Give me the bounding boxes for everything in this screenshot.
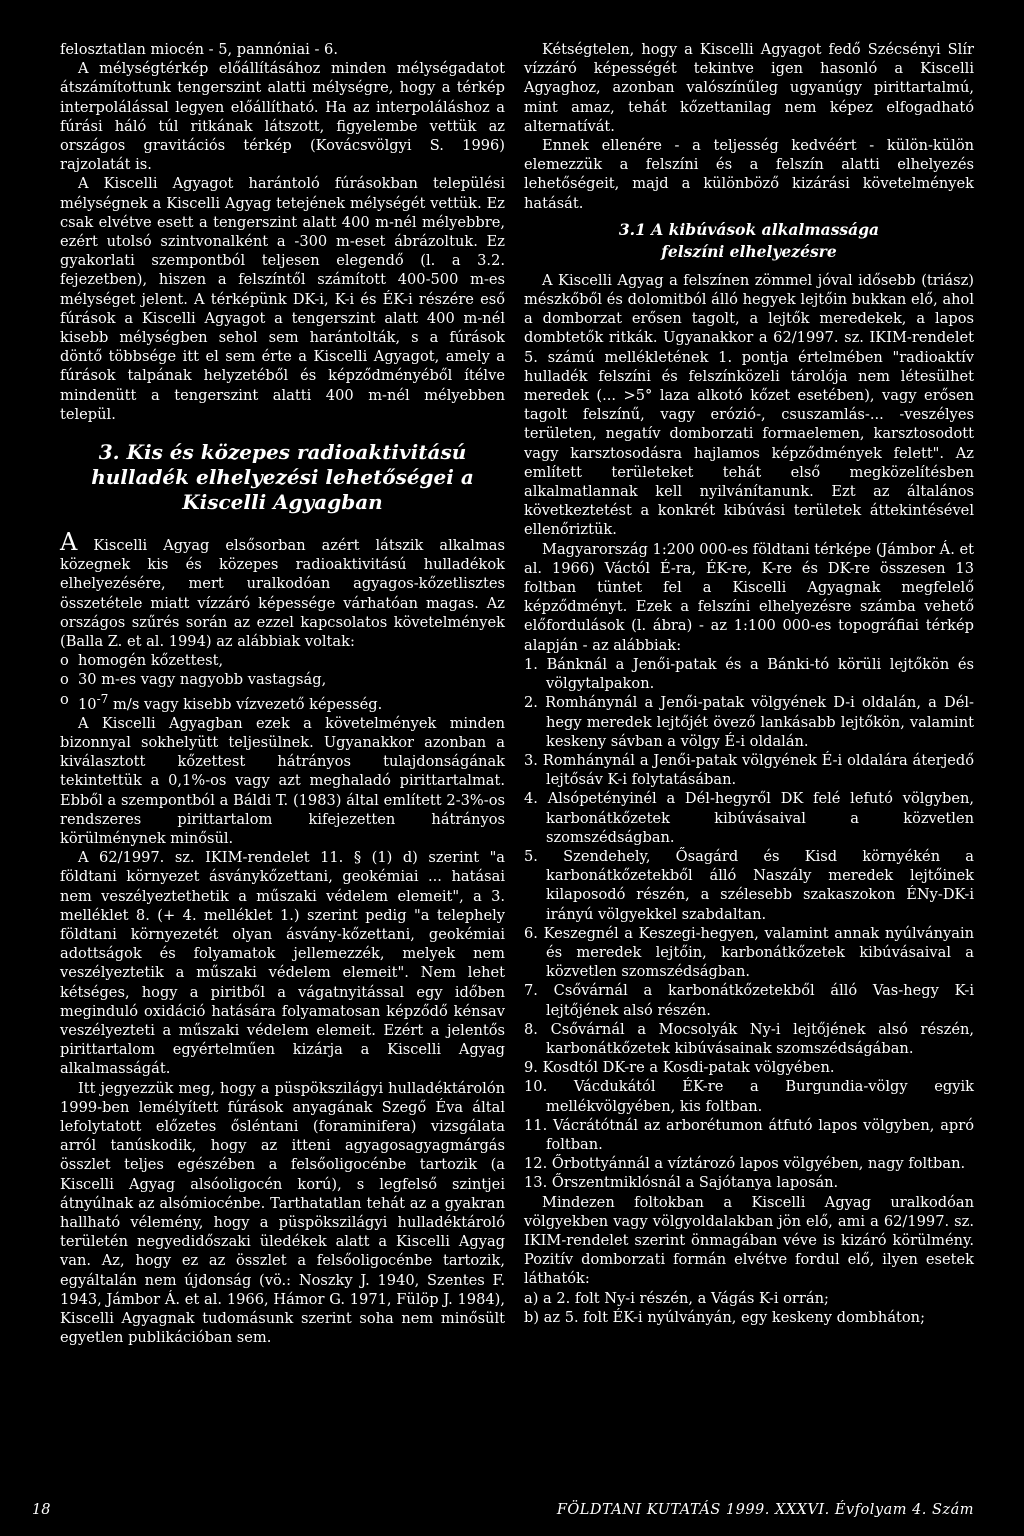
body-paragraph-1: A Kiscelli Agyagban ezek a követelmények minden bizonnyal sokhelyütt teljesülnek. Ugyanakkor azonban a kiválasztott kőzettest hátrányos tulajdonságának tekintettük a 0,1%-os vagy azt meghaladó pirittartalmat. Ebből a szempontból a Báldi T. (1983) által említett 2-3%-os rendszeres pirittartalom kifejezetten hátrányos körülménynek minősül. (60, 714, 505, 847)
locations-list (524, 655, 974, 1193)
list-item: 13. Őrszentmiklósnál a Sajótanya laposán. (524, 1174, 839, 1192)
list-item: 2. Romhánynál a Jenői-patak völgyének D-i oldalán, a Dél-hegy meredek lejtőjét övező lankásabb lejtőkön, valamint keskeny sávban a völgy É-i oldalán. (524, 694, 974, 750)
right-paragraph-2: Magyarország 1:200 000-es földtani térképe (Jámbor Á. et al. 1966) Váctól É-ra, ÉK-re, K-re és DK-re összesen 13 foltban tüntet fel a Kiscelli Agyagnak megfelelő képződményt. Ezek a felszíni elhelyezésre számba vehető előfordulások (l. ábra) - az 1:100 000-es topográfiai térkép alapján - az alábbiak: (524, 540, 974, 654)
list-item: 6. Keszegnél a Keszegi-hegyen, valamint annak nyúlványain és meredek lejtőin, karbonátkőzetek kibúvásaival a közvetlen szomszédságban. (524, 924, 975, 981)
case-a: a) a 2. folt Ny-i részén, a Vágás K-i orrán; (524, 1289, 829, 1307)
subsection-title-line-2: felszíni elhelyezésre (661, 241, 837, 261)
intro-paragraph-1: felosztatlan miocén - 5, pannóniai - 6. (60, 41, 338, 58)
case-b: b) az 5. folt ÉK-i nyúlványán, egy keskeny dombháton; (524, 1308, 925, 1326)
page-number: 18 (32, 1502, 51, 1518)
list-item: 9. Kosdtól DK-re a Kosdi-patak völgyében. (524, 1059, 835, 1077)
right-intro-paragraph-1: Kétségtelen, hogy a Kiscelli Agyagot fedő Szécsényi Slír vízzáró képességét tekintve igen hasonló a Kiscelli Agyaghoz, azonban valószínűleg ugyanúgy pirittartalmú, mint amaz, tehát kőzettanilag nem képez elfogadható alternatívát. (524, 41, 974, 135)
list-item: 8. Csővárnál a Mocsolyák Ny-i lejtőjének alsó részén, karbonátkőzetek kibúvásainak szomszédságában. (524, 1020, 974, 1057)
bullet-marker: o (60, 690, 69, 708)
list-item: 1. Bánknál a Jenői-patak és a Bánki-tó körüli lejtőkön és völgytalpakon. (524, 655, 975, 693)
intro-paragraph-2: A mélységtérkép előállításához minden mélységadatot átszámítottunk tengerszint alatti mélységre, hogy a térkép interpolálással legyen előállítható. Ha az interpoláláshoz a fúrási háló túl ritkának látszott, figyelembe vettük az országos gravitációs térkép (Kovácsvölgyi S. 1996) rajzolatát is. (60, 60, 505, 174)
list-item: 12. Őrbottyánnál a víztározó lapos völgyében, nagy foltban. (524, 1155, 966, 1173)
list-item: o homogén kőzettest, (60, 652, 224, 670)
bullet-marker: o (60, 671, 69, 689)
list-item: 7. Csővárnál a karbonátkőzetekből álló Vas-hegy K-i lejtőjének alsó részén. (524, 982, 975, 1019)
body-paragraph-2: A 62/1997. sz. IKIM-rendelet 11. § (1) d) szerint "a földtani környezet ásványkőzettani, geokémiai ... hatásai nem veszélyeztethetik a műszaki védelem elemeit", a 3. melléklet 8. (+ 4. melléklet 1.) szerint pedig "a telephely földtani környezetét olyan ásvány-kőzettani, geokémiai adottságok és folyamatok jellemezzék, melyek nem veszélyeztetik a műszaki védelem elemeit". Nem lehet kétséges, hogy a piritből a vágatnyitással egy időben meginduló oxidáció hatására folyamatosan képződő kénsav veszélyezteti a műszaki védelem elemeit. Ezért a jelentős pirittartalom egyértelműen kizárja a Kiscelli Agyag alkalmasságát. (60, 849, 505, 1078)
right-column (524, 40, 974, 1327)
list-item: 4. Alsópetényinél a Dél-hegyről DK felé lefutó völgyben, karbonátkőzetek kibúvásaival a közvetlen szomszédságban. (524, 790, 975, 846)
section-title: 3. Kis és közepes radioaktivitású hulladék elhelyezési lehetőségei a Kiscelli Agyagban (91, 440, 474, 515)
bullet-marker: o (60, 652, 69, 670)
list-item: 3. Romhánynál a Jenői-patak völgyének É-i oldalára áterjedő lejtősáv K-i folytatásában. (524, 751, 974, 789)
right-intro-paragraph-2: Ennek ellenére - a teljesség kedvéért - külön-külön elemezzük a felszíni és a felszín alatti elhelyezés lehetőségeit, majd a különböző kizárási követelmények hatását. (524, 137, 974, 212)
list-item: 10. Vácdukától ÉK-re a Burgundia-völgy egyik mellékvölgyében, kis foltban. (524, 1078, 975, 1115)
journal-footer: FÖLDTANI KUTATÁS 1999. XXXVI. Évfolyam 4. Szám (556, 1502, 974, 1518)
right-paragraph-1: A Kiscelli Agyag a felszínen zömmel jóval idősebb (triász) mészkőből és dolomitból álló hegyek lejtőin bukkan elő, ahol a domborzat erősen tagolt, a lejtők meredekek, a lapos dombtetők ritkák. Ugyanakkor a 62/1997. sz. IKIM-rendelet 5. számú mellékletének 1. pontja értelmében "radioaktív hulladék felszíni és felszínközeli tárolója nem létesülhet meredek (... >5° laza alkotó kőzet esetében), vagy erősen tagolt felszínű, vagy erózió-, csuszamlás-... -veszélyes területen, negatív domborzati formaelemen, karsztosodott vagy karsztosodásra hajlamos képződmények felett". Az említett területeket tehát első megközelítésben alkalmatlannak kell nyilvánítanunk. Ezt az általános következtetést a konkrét kibúvási területek áttekintésével ellenőriztük. (524, 271, 974, 539)
left-column (60, 40, 505, 1347)
list-item: 5. Szendehely, Ősagárd és Kisd környékén a karbonátkőzetekből álló Naszály meredek lejtőinek kilaposodó részén, a szélesebb szakaszokon ÉNy-DK-i irányú völgyekkel szabdaltan. (524, 847, 974, 923)
section-first-paragraph (60, 528, 505, 651)
exponent: -7 (96, 691, 109, 706)
list-item: 11. Vácrátótnál az arborétumon átfutó lapos völgyben, apró foltban. (524, 1116, 974, 1153)
intro-paragraph-3: A Kiscelli Agyagot harántoló fúrásokban települési mélységnek a Kiscelli Agyag tetejének mélységét vettük. Ez csak elvétve esett a tengerszint alatt 400 m-nél mélyebbre, ezért utolsó szintvonalként a -300 m-eset ábrázoltuk. Ez gyakorlati szempontból teljesen elegendő (l. a 3.2. fejezetben), hiszen a felszíntől számított 400-500 m-es mélységet jelent. A térképünk DK-i, K-i és ÉK-i részére eső fúrások a Kiscelli Agyagot a tengerszint alatt 400 m-nél kisebb mélységben sehol sem harántolták, s a fúrások döntő többsége itt el sem érte a Kiscelli Agyagot, amely a fúrások talpának helyzetéből és képződményéből ítélve mindenütt a tengerszint alatti 400 m-nél mélyebben települ. (60, 175, 505, 423)
closing-paragraph: Mindezen foltokban a Kiscelli Agyag uralkodóan völgyekben vagy völgyoldalakban jön elő, ami a 62/1997. sz. IKIM-rendelet szerint önmagában véve is kizáró körülmény. Pozitív domborzati formán elvétve fordul elő, ilyen esetek láthatók: (524, 1193, 974, 1288)
section-first-paragraph-text: Kiscelli Agyag elsősorban azért látszik alkalmas közegnek kis és közepes radioaktivitású hulladékok elhelyezésére, mert uralkodóan agyagos-kőzetlisztes összetétele miatt vízzáró képessége várhatóan magas. Az országos szűrés során az ezzel kapcsolatos követelmények (Balla Z. et al. 1994) az alábbiak voltak: (60, 537, 505, 651)
subsection-title-line-1: 3.1 A kibúvások alkalmassága (618, 219, 880, 239)
requirements-list (60, 651, 505, 713)
subsection-title (524, 219, 974, 263)
list-item: o 30 m-es vagy nagyobb vastagság, (60, 671, 327, 689)
list-item: o $10^{-7}$ m/s vagy kisebb vízvezető képesség. (60, 690, 383, 713)
body-paragraph-3: Itt jegyezzük meg, hogy a püspökszilágyi hulladéktárolón 1999-ben lemélyített fúrások anyagának Szegő Éva által lefolytatott előzetes ősléntani (foraminifera) vizsgálata arról tanúskodik, hogy az itteni agyagosagyagmárgás összlet teljes egészében a felsőoligocénbe tartozik (a Kiscelli Agyag alsóoligocén korú), s legfelső szintjei átnyúlnak az alsómiocénbe. Tarthatatlan tehát az a gyakran hallható vélemény, hogy a püspökszilágyi hulladéktároló területén negyedidőszaki üledékek alatt a Kiscelli Agyag van. Az, hogy ez az összlet a felsőoligocénbe tartozik, egyáltalán nem újdonság (vö.: Noszky J. 1940, Szentes F. 1943, Jámbor Á. et al. 1966, Hámor G. 1971, Fülöp J. 1984), Kiscelli Agyagnak tudomásunk szerint soha nem minősült egyetlen publikációban sem. (60, 1079, 505, 1347)
lead-letter: A (60, 528, 78, 557)
